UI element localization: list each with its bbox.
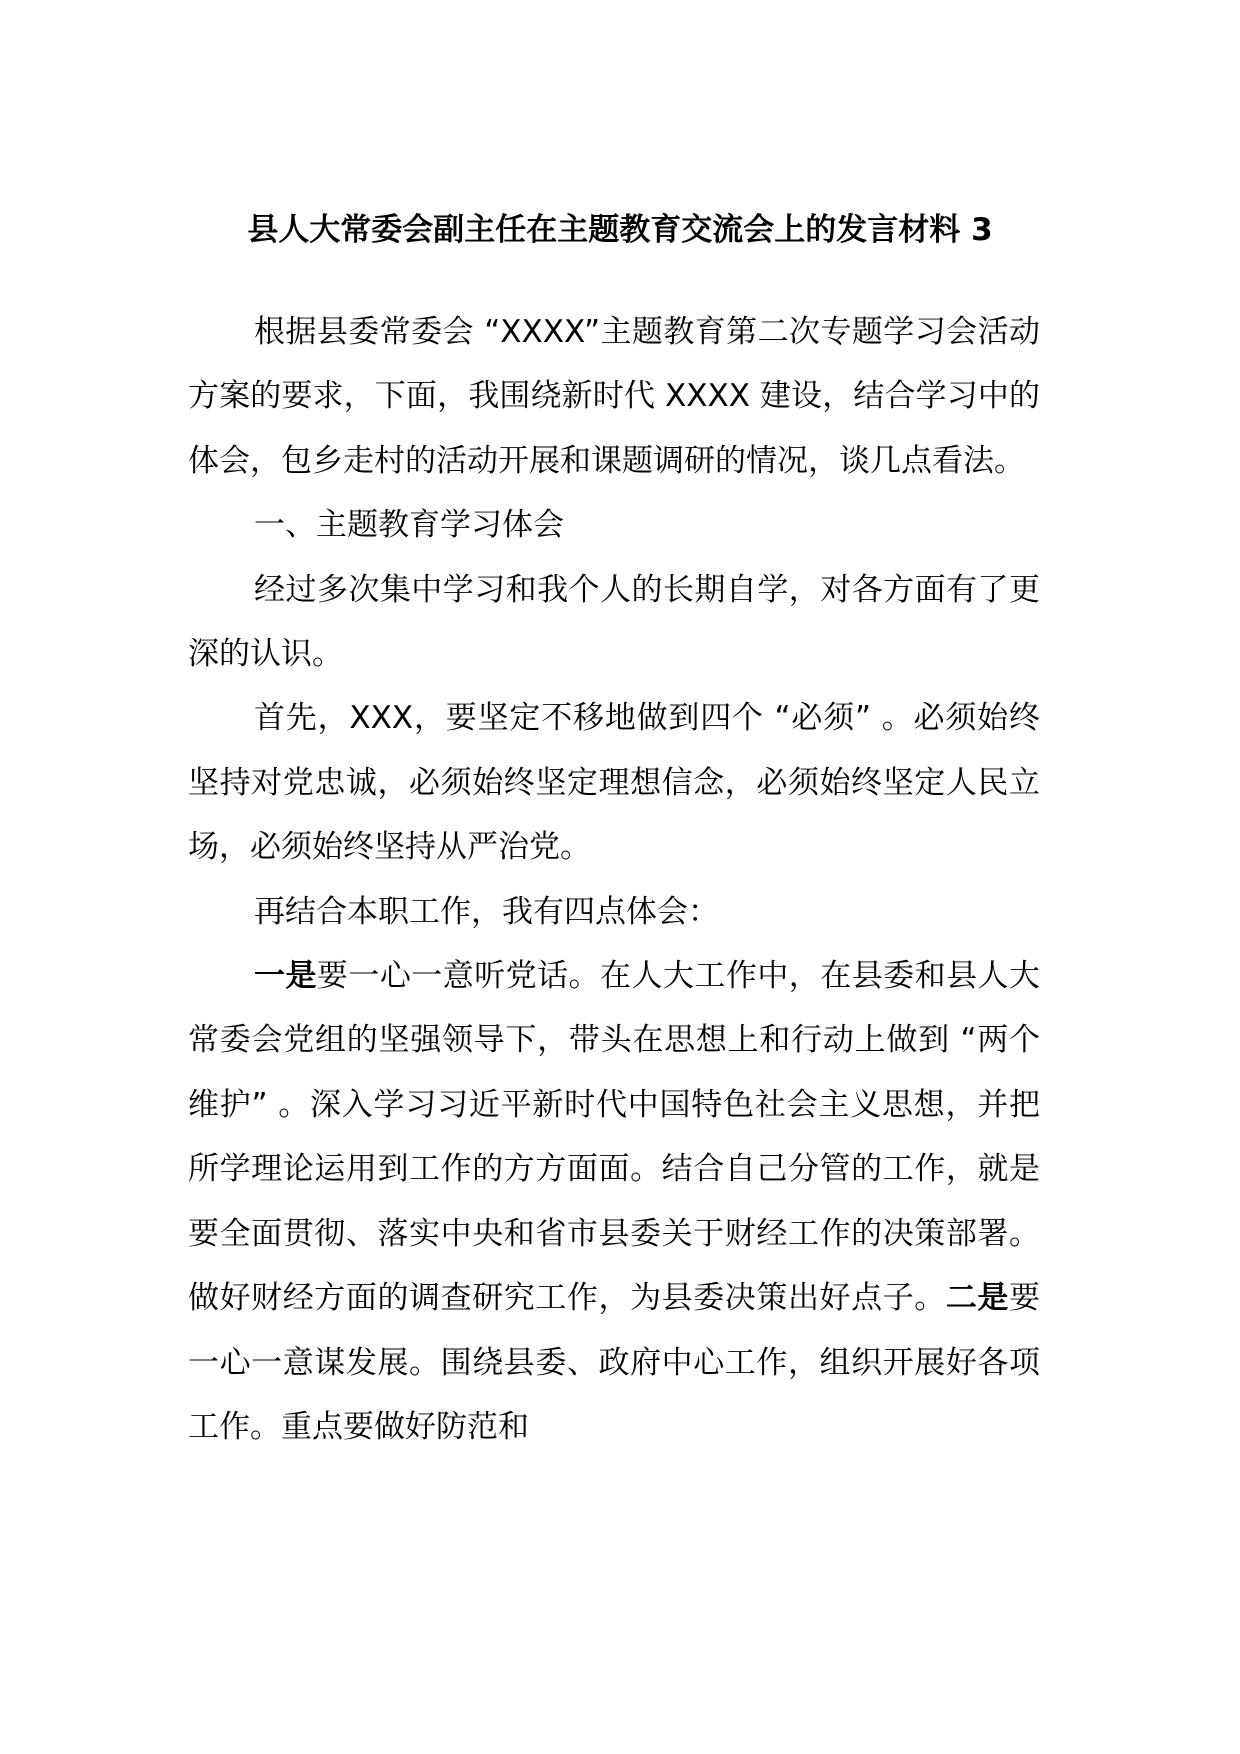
text-run: 根据县委常委会 “XXXX”主题教育第二次专题学习会活动方案的要求，下面，我围绕新时代 XXXX 建设，结合学习中的体会，包乡走村的活动开展和课题调研的情况，谈几点看法。	[188, 314, 1040, 479]
paragraph	[188, 880, 1040, 944]
text-run: 要一心一意谋发展。围绕县委、政府中心工作，组织开展好各项工作。重点要做好防范和	[188, 1280, 1040, 1445]
paragraph	[188, 300, 1040, 493]
paragraph	[188, 493, 1040, 557]
document-title: 县人大常委会副主任在主题教育交流会上的发言材料 3	[247, 212, 993, 248]
paragraph	[188, 686, 1040, 879]
bold-run: 一是	[254, 958, 317, 995]
text-run: 一、主题教育学习体会	[254, 507, 564, 544]
bold-run: 二是	[945, 1280, 1009, 1317]
text-run: 再结合本职工作，我有四点体会：	[254, 893, 719, 930]
paragraph	[188, 558, 1040, 687]
text-run: 经过多次集中学习和我个人的长期自学，对各方面有了更深的认识。	[188, 571, 1040, 673]
text-run: 要一心一意听党话。在人大工作中，在县委和县人大常委会党组的坚强领导下，带头在思想上和行动上做到 “两个维护” 。深入学习习近平新时代中国特色社会主义思想，并把所学理论运用到工作的方方面面。结合自己分管的工作，就是要全面贯彻、落实中央和省市县委关于财经工作的决策部署。做好财经方面的调查研究工作，为县委决策出好点子。	[188, 958, 1041, 1317]
paragraph	[188, 944, 1040, 1459]
document-body	[188, 300, 1040, 1459]
text-run: 首先，XXX，要坚定不移地做到四个 “必须” 。必须始终坚持对党忠诚，必须始终坚定理想信念，必须始终坚定人民立场，必须始终坚持从严治党。	[188, 700, 1040, 866]
